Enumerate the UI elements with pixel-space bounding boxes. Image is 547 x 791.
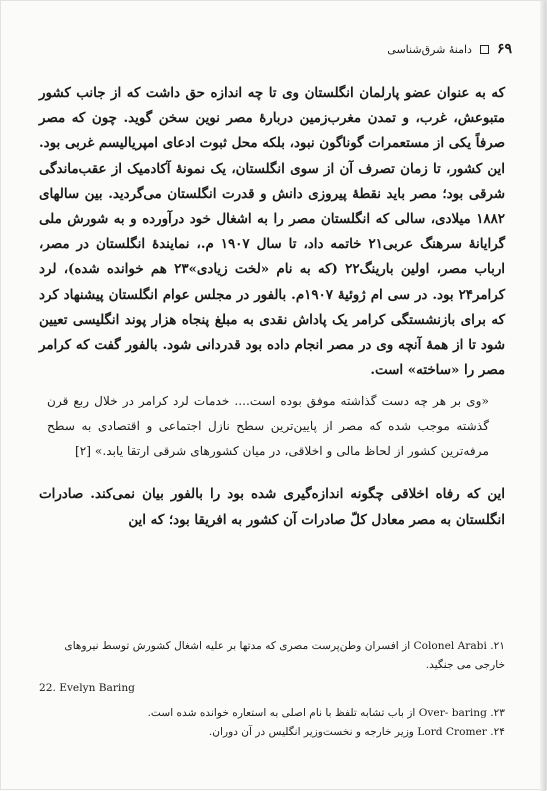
- running-title: دامنهٔ شرق‌شناسی: [387, 42, 472, 56]
- paragraph-2: این که رفاه اخلاقی چگونه اندازه‌گیری شده بود را بالفور بیان نمی‌کند. صادرات انگلستان به مصر معادل کلّ صادرات آن کشور به افریقا بود؛ که این: [39, 486, 505, 528]
- main-text: [39, 81, 505, 533]
- footnote-22: 22. Evelyn Baring: [39, 682, 135, 694]
- header-square-ornament: [480, 45, 489, 54]
- footnote-21: ۲۱. Colonel Arabi از افسران وطن‌پرست مصری که مدتها بر علیه اشغال کشورش توسط نیروهای خارجی می جنگید.: [64, 640, 505, 671]
- footnote-24: ۲۴. Lord Cromer وزیر خارجه و نخست‌وزیر انگلیس در آن دوران.: [208, 726, 505, 738]
- footnote-23: ۲۳. Over- baring از باب تشابه تلفظ با نام اصلی به استعاره خوانده شده است.: [147, 707, 505, 719]
- page-number: ۶۹: [496, 41, 512, 57]
- running-header: [35, 39, 512, 59]
- footnotes: [39, 637, 505, 742]
- paragraph-1: که به عنوان عضو پارلمان انگلستان وی تا چه اندازه حق داشت که از جانب کشور متبوعش، غرب، و تمدن مغرب‌زمین دربارهٔ مصر نوین سخن گوید. چون که مصر صرفاً یکی از مستعمرات گوناگون نبود، بلکه محل ثبوت ادعای امپریالیسم غربی بود. این کشور، تا زمان تصرف آن از سوی انگلستان، یک نمونهٔ آکادمیک از عقب‌ماندگی شرقی بود؛ مصر باید نقطهٔ پیروزی دانش و قدرت انگلستان می‌گردید. بین سالهای ۱۸۸۲ میلادی، سالی که انگلستان مصر را به اشغال خود درآورده و به شورش ملی گرایانهٔ سرهنگ عربی۲۱ خاتمه داد، تا سال ۱۹۰۷ م.، نمایندهٔ انگلستان در مصر، ارباب مصر، اولین بارینگ۲۲ (که به نام «لخت زیادی»۲۳ هم خوانده شده)، لرد کرامر۲۴ بود. در سی ام ژوئیهٔ ۱۹۰۷م. بالفور در مجلس عوام انگلستان پیشنهاد کرد که برای بازنشستگی کرامر یک پاداش نقدی به مبلغ پنجاه هزار پوند انگلیسی تعیین شود تا از همهٔ آنچه وی در مصر انجام داده بود قدردانی شود. بالفور گفت که کرامر مصر را «ساخته» است.: [39, 85, 506, 379]
- page-edge-shadow: [540, 1, 546, 791]
- balfour-quotation: «وی بر هر چه دست گذاشته موفق بوده است.... خدمات لرد کرامر در خلال ربع قرن گذشته موجب شده که مصر از پایین‌ترین سطح نازل اجتماعی و اقتصادی به سطح مرفه‌ترین کشور از لحاظ مالی و اخلاقی، در میان کشورهای شرقی ارتقا یابد.» [۲]: [47, 394, 489, 459]
